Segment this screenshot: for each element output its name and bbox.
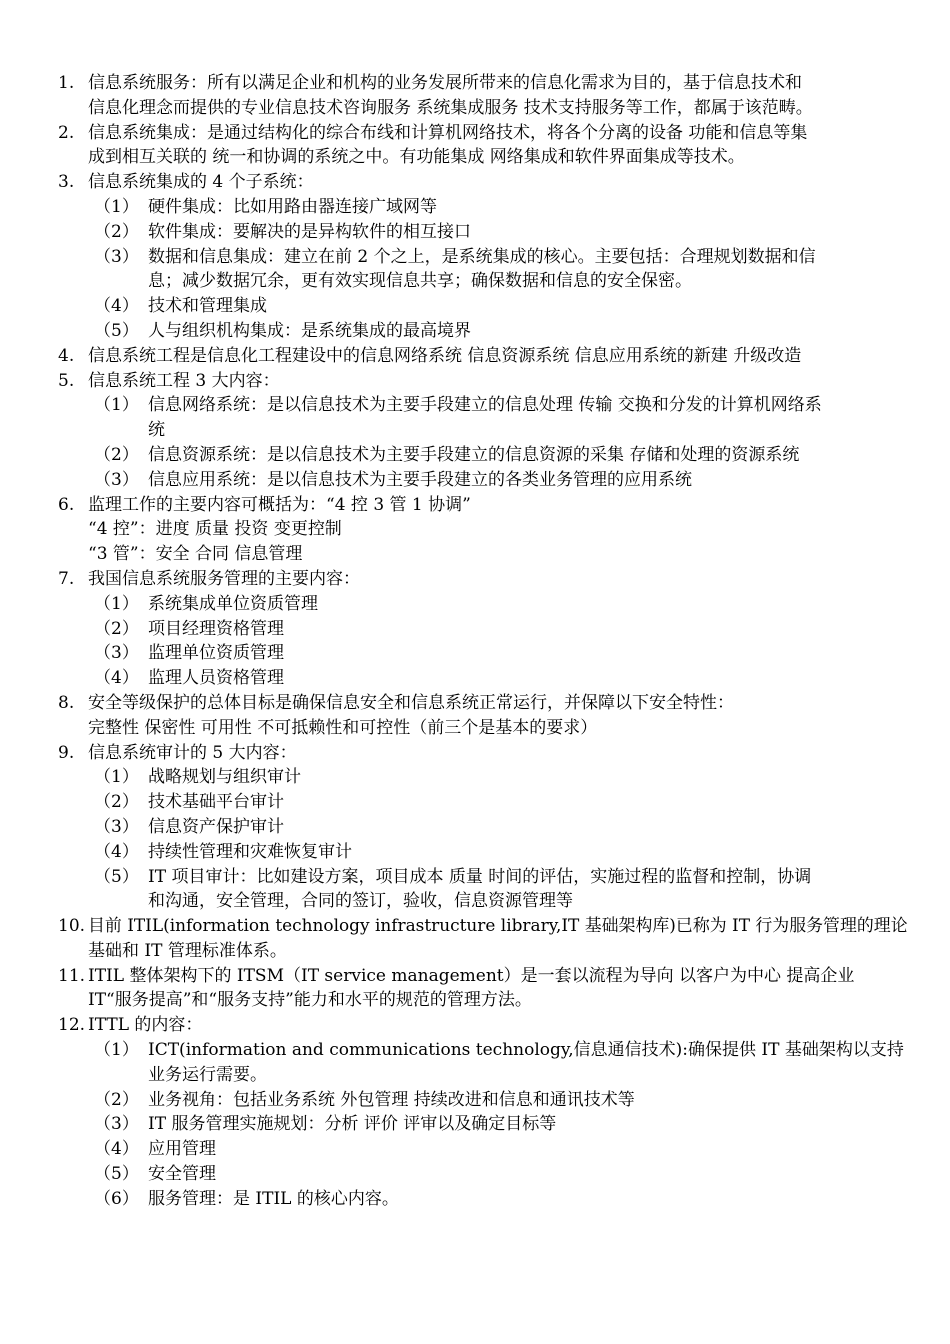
sub-item-number: （1） <box>94 395 139 416</box>
sub-item <box>94 1088 908 1113</box>
sub-item-text <box>148 245 908 295</box>
item-number: 9. <box>58 742 75 763</box>
note-line: “3 管”：安全 合同 信息管理 <box>88 544 303 565</box>
sub-item <box>94 1162 908 1187</box>
item-text <box>88 914 908 964</box>
item-number: 6. <box>58 494 75 515</box>
sub-item-number: （2） <box>94 618 139 639</box>
sub-item <box>94 220 908 245</box>
list-item <box>58 691 908 716</box>
text-line: 信息应用系统：是以信息技术为主要手段建立的各类业务管理的应用系统 <box>148 469 692 490</box>
text-line: 信息网络系统：是以信息技术为主要手段建立的信息处理 传输 交换和分发的计算机网络系 <box>148 395 822 416</box>
sub-item-number: （4） <box>94 668 139 689</box>
item-number: 3. <box>58 172 75 193</box>
text-line: IT 服务管理实施规划：分析 评价 评审以及确定目标等 <box>148 1114 557 1135</box>
list-item <box>58 369 908 394</box>
text-line: 信息资产保护审计 <box>148 816 284 837</box>
list-item <box>58 741 908 766</box>
sub-item <box>94 1038 908 1088</box>
sub-item-text <box>148 1187 908 1212</box>
text-line: ITIL 整体架构下的 ITSM（IT service management）是一套以流程为导向 以客户为中心 提高企业 <box>88 965 855 986</box>
item-text <box>88 170 908 195</box>
sub-item-text <box>148 443 908 468</box>
note-line: 完整性 保密性 可用性 不可抵赖性和可控性（前三个是基本的要求） <box>88 717 598 738</box>
item-text <box>88 741 908 766</box>
sub-item-text <box>148 468 908 493</box>
text-line: 系统集成单位资质管理 <box>148 593 318 614</box>
sub-item <box>94 393 908 443</box>
sub-item-number: （6） <box>94 1188 139 1209</box>
text-line: 人与组织机构集成：是系统集成的最高境界 <box>148 320 471 341</box>
text-line: 业务视角：包括业务系统 外包管理 持续改进和信息和通讯技术等 <box>148 1089 635 1110</box>
sub-item-text <box>148 1088 908 1113</box>
text-line: 息；减少数据冗余，更有效实现信息共享；确保数据和信息的安全保密。 <box>148 271 692 292</box>
sub-item <box>94 865 908 915</box>
sub-item-text <box>148 195 908 220</box>
sub-item-text <box>148 815 908 840</box>
text-line: 数据和信息集成：建立在前 2 个之上，是系统集成的核心。主要包括：合理规划数据和信 <box>148 246 816 267</box>
sub-item <box>94 443 908 468</box>
text-line: 业务运行需要。 <box>148 1064 267 1085</box>
sub-item <box>94 1187 908 1212</box>
sub-item-number: （3） <box>94 643 139 664</box>
list-item <box>58 964 908 1014</box>
sub-item <box>94 815 908 840</box>
text-line: 硬件集成：比如用路由器连接广域网等 <box>148 196 437 217</box>
item-number: 1. <box>58 73 75 93</box>
text-line: IT“服务提高”和“服务支持”能力和水平的规范的管理方法。 <box>88 990 532 1011</box>
sub-item-text <box>148 790 908 815</box>
sub-item-number: （1） <box>94 196 139 217</box>
text-line: 信息系统审计的 5 大内容： <box>88 742 297 763</box>
sub-item-number: （4） <box>94 1139 139 1160</box>
text-line: 战略规划与组织审计 <box>148 767 301 788</box>
text-line: 信息系统集成的 4 个子系统： <box>88 172 314 193</box>
text-line: 统 <box>148 420 165 441</box>
text-line: 基础和 IT 管理标准体系。 <box>88 940 287 961</box>
sub-item-number: （1） <box>94 767 139 788</box>
item-text <box>88 964 908 1014</box>
sub-item-number: （5） <box>94 1164 139 1185</box>
list-item <box>58 121 908 171</box>
text-line: 监理工作的主要内容可概括为：“4 控 3 管 1 协调” <box>88 494 471 515</box>
item-text <box>88 121 908 171</box>
sub-item-number: （2） <box>94 444 139 465</box>
sub-item-text <box>148 592 908 617</box>
sub-item <box>94 592 908 617</box>
list-item <box>58 567 908 592</box>
text-line: 和沟通，安全管理，合同的签订，验收，信息资源管理等 <box>148 891 573 912</box>
sub-item-text <box>148 1162 908 1187</box>
list-item <box>58 344 908 369</box>
sub-item-text <box>148 765 908 790</box>
item-number: 11. <box>58 965 86 986</box>
sub-item <box>94 1137 908 1162</box>
sub-item-number: （3） <box>94 246 139 267</box>
sub-item-number: （5） <box>94 866 139 887</box>
document-page <box>58 71 908 1212</box>
text-line: 成到相互关联的 统一和协调的系统之中。有功能集成 网络集成和软件界面集成等技术。 <box>88 147 745 168</box>
sub-item <box>94 666 908 691</box>
list-item <box>58 1013 908 1038</box>
item-text <box>88 344 908 369</box>
sub-item-text <box>148 641 908 666</box>
sub-item-number: （3） <box>94 1114 139 1135</box>
sub-item <box>94 195 908 220</box>
sub-item <box>94 765 908 790</box>
item-text <box>88 1013 908 1038</box>
text-line: 监理人员资格管理 <box>148 668 284 689</box>
text-line: 技术基础平台审计 <box>148 792 284 813</box>
sub-item-number: （4） <box>94 841 139 862</box>
sub-item-text <box>148 865 908 915</box>
text-line: 监理单位资质管理 <box>148 643 284 664</box>
sub-item-number: （4） <box>94 296 139 317</box>
text-line: 信息系统工程 3 大内容： <box>88 370 280 391</box>
sub-item <box>94 319 908 344</box>
sub-item-number: （1） <box>94 593 139 614</box>
item-number: 10. <box>58 916 86 937</box>
sub-item-text <box>148 1137 908 1162</box>
sub-item-text <box>148 617 908 642</box>
item-number: 7. <box>58 568 75 589</box>
text-line: 信息系统工程是信息化工程建设中的信息网络系统 信息资源系统 信息应用系统的新建 升级改造 <box>88 345 802 366</box>
text-line: 目前 ITIL(information technology infrastructure library,IT 基础架构库)已称为 IT 行为服务管理的理论 <box>88 916 908 937</box>
text-line: 安全管理 <box>148 1164 216 1185</box>
text-line: 信息化理念而提供的专业信息技术咨询服务 系统集成服务 技术支持服务等工作，都属于该范畴。 <box>88 97 813 118</box>
text-line: ICT(information and communications technology,信息通信技术):确保提供 IT 基础架构以支持 <box>148 1040 904 1061</box>
sub-item <box>94 468 908 493</box>
sub-item <box>94 790 908 815</box>
item-text <box>88 691 908 716</box>
sub-item-text <box>148 393 908 443</box>
sub-item <box>94 294 908 319</box>
item-number: 12. <box>58 1015 86 1036</box>
list-item <box>58 493 908 518</box>
text-line: 服务管理：是 ITIL 的核心内容。 <box>148 1188 399 1209</box>
item-number: 5. <box>58 370 75 391</box>
item-text <box>88 493 908 518</box>
sub-item-number: （1） <box>94 1040 139 1061</box>
item-number: 8. <box>58 692 75 713</box>
text-line: 应用管理 <box>148 1139 216 1160</box>
item-number: 4. <box>58 345 75 366</box>
sub-item-text <box>148 666 908 691</box>
sub-item <box>94 641 908 666</box>
sub-item-text <box>148 1112 908 1137</box>
text-line: ITTL 的内容： <box>88 1015 203 1036</box>
sub-item <box>94 245 908 295</box>
list-item <box>58 170 908 195</box>
sub-item <box>94 840 908 865</box>
item-text <box>88 71 908 121</box>
sub-item-number: （5） <box>94 320 139 341</box>
text-line: 信息系统服务：所有以满足企业和机构的业务发展所带来的信息化需求为目的，基于信息技术和 <box>88 73 802 93</box>
text-line: IT 项目审计：比如建设方案，项目成本 质量 时间的评估，实施过程的监督和控制，协调 <box>148 866 812 887</box>
sub-item-text <box>148 1038 908 1088</box>
text-line: 信息系统集成：是通过结构化的综合布线和计算机网络技术，将各个分离的设备 功能和信息等集 <box>88 122 808 143</box>
list-item <box>58 914 908 964</box>
item-number: 2. <box>58 122 75 143</box>
text-line: 软件集成：要解决的是异构软件的相互接口 <box>148 221 471 242</box>
note-line: “4 控”：进度 质量 投资 变更控制 <box>88 519 342 540</box>
sub-item <box>94 617 908 642</box>
text-line: 安全等级保护的总体目标是确保信息安全和信息系统正常运行，并保障以下安全特性： <box>88 692 734 713</box>
sub-item-number: （2） <box>94 1089 139 1110</box>
sub-item-number: （3） <box>94 816 139 837</box>
text-line: 持续性管理和灾难恢复审计 <box>148 841 352 862</box>
text-line: 项目经理资格管理 <box>148 618 284 639</box>
sub-item <box>94 1112 908 1137</box>
sub-item-text <box>148 840 908 865</box>
item-text <box>88 369 908 394</box>
text-line: 信息资源系统：是以信息技术为主要手段建立的信息资源的采集 存储和处理的资源系统 <box>148 444 800 465</box>
text-line: 技术和管理集成 <box>148 296 267 317</box>
sub-item-number: （2） <box>94 792 139 813</box>
sub-item-number: （2） <box>94 221 139 242</box>
sub-item-text <box>148 294 908 319</box>
text-line: 我国信息系统服务管理的主要内容： <box>88 568 360 589</box>
sub-item-number: （3） <box>94 469 139 490</box>
list-item <box>58 71 908 121</box>
item-text <box>88 567 908 592</box>
sub-item-text <box>148 220 908 245</box>
sub-item-text <box>148 319 908 344</box>
